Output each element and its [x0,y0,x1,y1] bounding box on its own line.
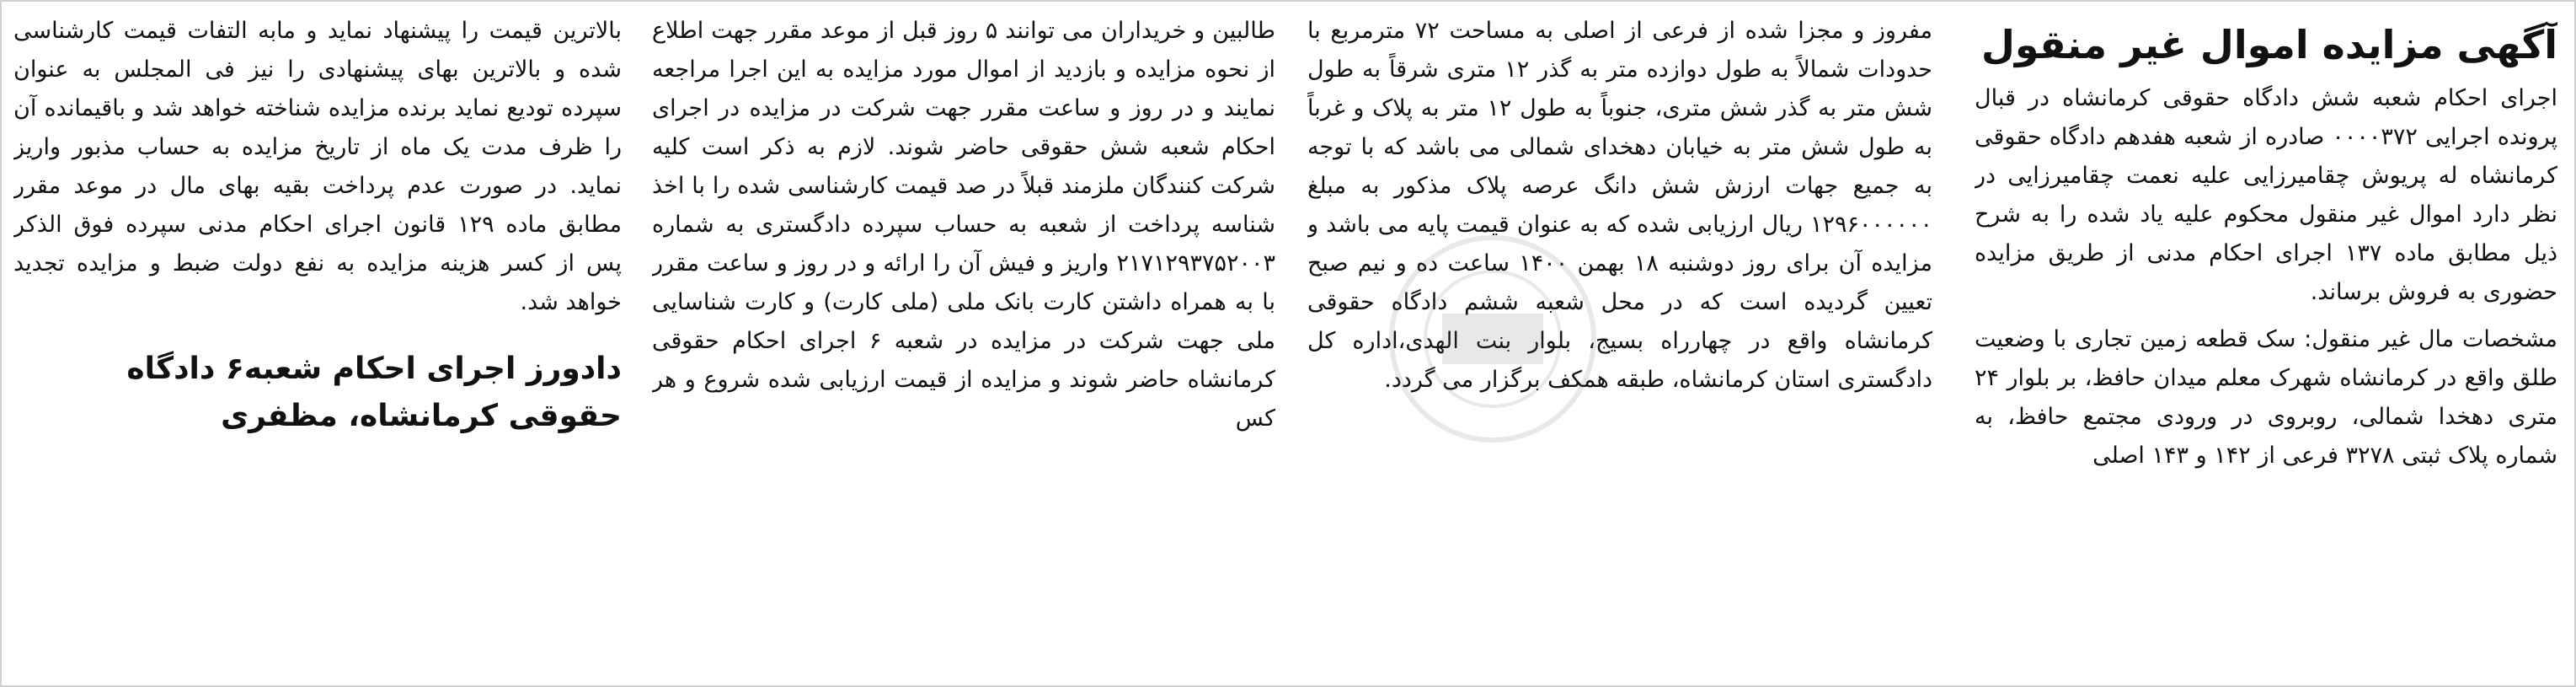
property-specs: مشخصات مال غیر منقول: سک قطعه زمین تجاری با وضعیت طلق واقع در کرمانشاه شهرک معلم میدان حافظ، بر بلوار ۲۴ متری دهخدا شمالی، روبروی در ورودی مجتمع حافظ، به شماره پلاک ثبتی ۳۲۷۸ فرعی از ۱۴۲ و ۱۴۳ اصلی [1975,326,2557,469]
column-4 [13,12,622,678]
notice-title: آگهی مزایده اموال غیر منقول [1980,22,2557,67]
auction-terms: طالبین و خریداران می توانند ۵ روز قبل از موعد مقرر جهت اطلاع از نحوه مزایده و بازدید از اموال مورد مزایده به این اجرا مراجعه نمایند و در روز و ساعت مقرر جهت شرکت در مزایده در اجرای احکام شعبه شش حقوقی حاضر شوند. لازم به ذکر است کلیه شرکت کنندگان ملزمند قبلاً در صد قیمت کارشناسی شده را با اخذ شناسه پرداخت از شعبه به حساب سپرده دادگستری به شماره ۲۱۷۱۲۹۳۷۵۲۰۰۳ واریز و فیش آن را ارائه و در روز و ساعت مقرر با به همراه داشتن کارت بانک ملی (ملی کارت) و کارت شناسایی ملی جهت شرکت در مزایده در شعبه ۶ اجرای احکام حقوقی کرمانشاه حاضر شوند و مزایده از قیمت ارزیابی شده شروع و هر کس [652,18,1275,432]
column-3 [652,12,1275,678]
notice-intro: اجرای احکام شعبه شش دادگاه حقوقی کرمانشاه در قبال پرونده اجرایی ۰۰۰۰۳۷۲ صادره از شعبه هفدهم دادگاه حقوقی کرمانشاه له پریوش چقامیرزایی علیه نعمت چقامیرزایی در نظر دارد اموال غیر منقول محکوم علیه یاد شده را به شرح ذیل مطابق ماده ۱۳۷ اجرای احکام مدنی از طریق مزایده حضوری به فروش برساند. [1975,85,2557,305]
auction-conditions: بالاترین قیمت را پیشنهاد نماید و مابه التفات قیمت کارشناسی شده و بالاترین بهای پیشنهادی را نیز فی المجلس به عنوان سپرده تودیع نماید برنده مزایده شناخته خواهد شد و باقیمانده آن را ظرف مدت یک ماه از تاریخ مزایده به حساب مذبور واریز نماید. در صورت عدم پرداخت بقیه بهای مال در موعد مقرر مطابق ماده ۱۲۹ قانون اجرای احکام مدنی سپرده فوق الذکر پس از کسر هزینه مزایده به نفع دولت ضبط و مزایده تجدید خواهد شد. [13,18,622,315]
column-2 [1307,12,1932,678]
column-1 [1975,12,2557,678]
property-details: مفروز و مجزا شده از فرعی از اصلی به مساحت ۷۲ مترمربع با حدودات شمالاً به طول دوازده متر به گذر ۱۲ متری شرقاً به طول شش متر به گذر شش متری، جنوباً به طول ۱۲ متر به پلاک و غرباً به طول شش متر به خیابان دهخدای شمالی می باشد که با توجه به جمیع جهات ارزش شش دانگ عرصه پلاک مذکور به مبلغ ۱۲۹۶۰۰۰۰۰۰ ریال ارزیابی شده که به عنوان قیمت پایه می باشد و مزایده آن برای روز دوشنبه ۱۸ بهمن ۱۴۰۰ ساعت ده و نیم صبح تعیین گردیده است که در محل شعبه ششم دادگاه حقوقی کرمانشاه واقع در چهارراه بسیج، بلوار بنت الهدی،اداره کل دادگستری استان کرمانشاه، طبقه همکف برگزار می گردد. [1307,18,1932,393]
notice-signature: دادورز اجرای احکام شعبه۶ دادگاه حقوقی کرمانشاه، مظفری [126,352,622,433]
